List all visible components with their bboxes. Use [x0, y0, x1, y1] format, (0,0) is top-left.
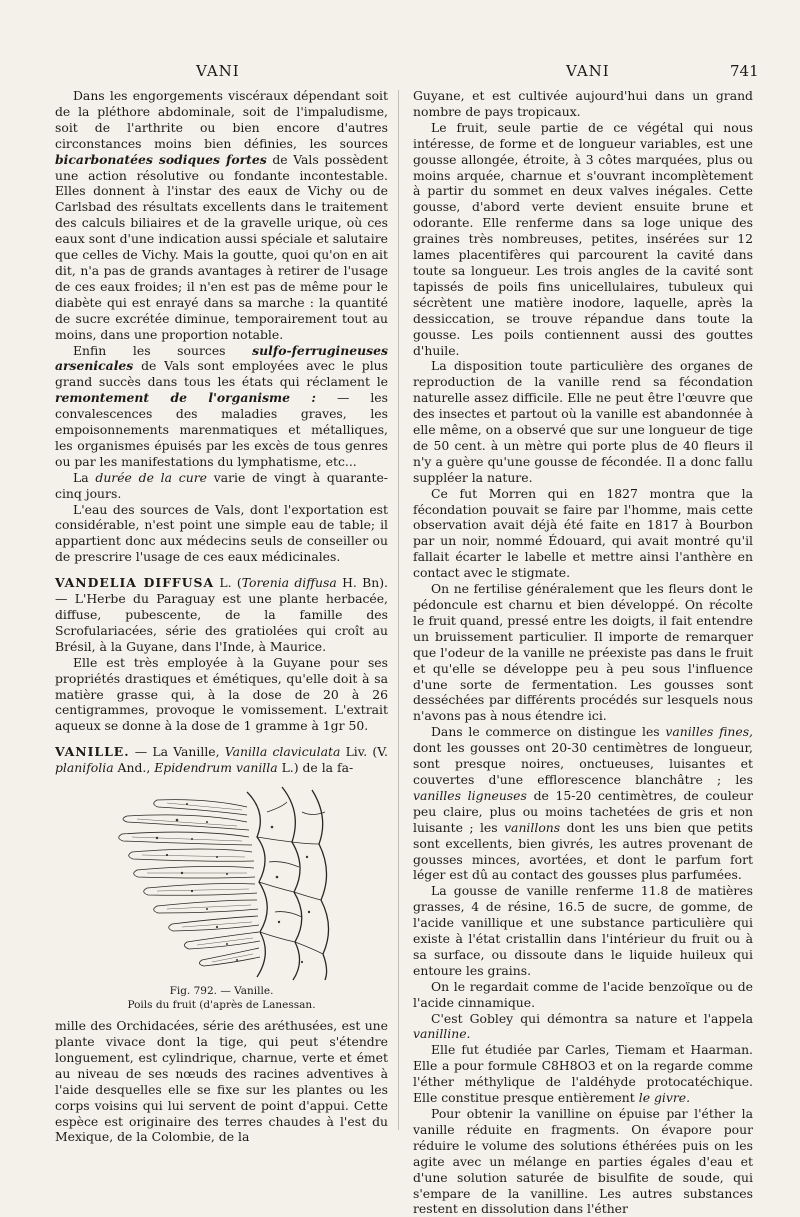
- paragraph: Elle est très employée à la Guyane pour ses propriétés drastiques et émétiques, qu'elle doit à sa matière grasse qui, à la dose de 20 à 26 centigrammes, provoque le vomissement. L'extrait aqueux se donne à la dose de 1 gramme à 1gr 50.: [55, 654, 388, 734]
- paragraph: La disposition toute particulière des organes de reproduction de la vanille rend sa fécondation naturelle assez difficile. Elle ne peut être l'œuvre que des insectes et partout où la vanille est abandonnée à elle même, on a observé que sur une longueur de tige de 50 cent. à un mètre qui porte plus de 40 fleurs il n'y a guère qu'une gousse de fécondée. Il a donc fallu suppléer la nature.: [413, 358, 753, 485]
- paragraph: Pour obtenir la vanilline on épuise par l'éther la vanille réduite en fragments. On évapore pour réduire le volume des solutions éthérées puis on les agite avec un mélange en parties égales d'eau et d'une solution saturée de bisulfite de soude, qui s'empare de la vanilline. Les autres substances restent en dissolution dans l'éther: [413, 1106, 753, 1217]
- paragraph: Ce fut Morren qui en 1827 montra que la fécondation pouvait se faire par l'homme, mais cette observation avait déjà été faite en 1817 à Bourbon par un noir, nommé Édouard, qui avait montré qu'il fallait écarter le labelle et mettre ainsi l'anthère en contact avec le stigmate.: [413, 485, 753, 581]
- paragraph: mille des Orchidacées, série des aréthusées, est une plante vivace dont la tige, qui peut s'étendre longuement, est cylindrique, charnue, verte et émet au niveau de ses nœuds des racines adventives à l'aide desquelles elle se fixe sur les plantes ou les corps voisins qui lui servent de point d'appui. Cette espèce est originaire des terres chaudes à l'est du Mexique, de la Colombie, de la: [55, 1018, 388, 1145]
- paragraph: L'eau des sources de Vals, dont l'exportation est considérable, n'est point une simple eau de table; il appartient donc aux médecins seuls de conseiller ou de prescrire l'usage de ces eaux médicinales.: [55, 501, 388, 565]
- running-header: [0, 62, 800, 86]
- paragraph: Le fruit, seule partie de ce végétal qui nous intéresse, de forme et de longueur variables, est une gousse allongée, étroite, à 3 côtes marquées, plus ou moins arquée, charnue et s'ouvrant incomplètement à partir du sommet en deux valves inégales. Cette gousse, d'abord verte devient ensuite brune et odorante. Elle renferme dans sa loge unique des graines très nombreuses, petites, insérées sur 12 lames placentifères qui parcourent la cavité dans toute sa longueur. Les trois angles de la cavité sont tapissés de poils fins unicellulaires, tubuleux qui sécrètent une matière inodore, laquelle, après la dessiccation, se trouve répandue dans toute la gousse. Les poils contiennent aussi des gouttes d'huile.: [413, 119, 753, 358]
- figure-subcaption: Poils du fruit (d'après de Lanessan.: [127, 999, 316, 1012]
- paragraph: Enfin les sources sulfo-ferrugineuses arsenicales de Vals sont employées avec le plus grand succès dans tous les états qui réclament le remontement de l'organisme : — les convalescences des maladies graves, les empoisonnements marenmatiques et métalliques, les organismes épuisés par les excès de tous genres ou par les manifestations du lymphatisme, etc...: [55, 342, 388, 469]
- paragraph: On le regardait comme de l'acide benzoïque ou de l'acide cinnamique.: [413, 978, 753, 1010]
- vanilla-hairs-illustration: [97, 782, 347, 982]
- paragraph: Elle fut étudiée par Carles, Tiemam et Haarman. Elle a pour formule C8H8O3 et on la regarde comme l'éther méthylique de l'aldéhyde protocatéchique. Elle constitue presque entièrement le givre.: [413, 1042, 753, 1106]
- header-left-title: VANI: [196, 62, 240, 80]
- right-column: [413, 88, 753, 1217]
- paragraph: C'est Gobley qui démontra sa nature et l'appela vanilline.: [413, 1010, 753, 1042]
- paragraph: La durée de la cure varie de vingt à quarante-cinq jours.: [55, 469, 388, 501]
- left-column: [55, 88, 388, 1145]
- entry-headword: VANILLE.: [55, 744, 130, 760]
- entry-vanille: VANILLE. — La Vanille, Vanilla claviculata Liv. (V. planifolia And., Epidendrum vanilla L.) de la fa-: [55, 744, 388, 776]
- column-divider: [398, 90, 399, 1130]
- entry-headword: VANDELIA DIFFUSA: [55, 575, 215, 591]
- entry-vandelia: VANDELIA DIFFUSA L. (Torenia diffusa H. Bn). — L'Herbe du Paraguay est une plante herbacée, diffuse, pubescente, de la famille des Scrofulariacées, série des gratiolées qui croît au Brésil, à la Guyane, dans l'Inde, à Maurice.: [55, 575, 388, 654]
- paragraph: Guyane, et est cultivée aujourd'hui dans un grand nombre de pays tropicaux.: [413, 88, 753, 119]
- paragraph: On ne fertilise généralement que les fleurs dont le pédoncule est charnu et bien développé. On récolte le fruit quand, pressé entre les doigts, il fait entendre un bruissement particulier. Il importe de remarquer que l'odeur de la vanille ne préexiste pas dans le fruit et qu'elle se développe peu à peu sous l'influence d'une sorte de fermentation. Les gousses sont desséchées par différents procédés sur lesquels nous n'avons pas à nous étendre ici.: [413, 581, 753, 724]
- figure-caption: Fig. 792. — Vanille.: [169, 985, 274, 998]
- page-number: 741: [730, 62, 759, 80]
- header-right-title: VANI: [566, 62, 610, 80]
- figure-792: [55, 782, 388, 1012]
- paragraph: Dans les engorgements viscéraux dépendant soit de la pléthore abdominale, soit de l'impaludisme, soit de l'arthrite ou bien encore d'autres circonstances moins bien définies, les sources bicarbonatées sodiques fortes de Vals possèdent une action résolutive ou fondante incontestable. Elles donnent à l'instar des eaux de Vichy ou de Carlsbad des résultats excellents dans le traitement des calculs biliaires et de la gravelle urique, où ces eaux sont d'une indication aussi spéciale et salutaire que celles de Vichy. Mais la goutte, quoi qu'on en ait dit, n'a pas de grands avantages à retirer de l'usage de ces eaux froides; il n'en est pas de même pour le diabète qui est enrayé dans sa marche : la quantité de sucre excrétée diminue, temporairement tout au moins, dans une proportion notable.: [55, 88, 388, 342]
- paragraph: La gousse de vanille renferme 11.8 de matières grasses, 4 de résine, 16.5 de sucre, de gomme, de l'acide vanillique et une substance particulière qui existe à l'état cristallin dans l'intérieur du fruit ou à sa surface, ou dissoute dans le liquide huileux qui entoure les grains.: [413, 883, 753, 978]
- paragraph: Dans le commerce on distingue les vanilles fines, dont les gousses ont 20-30 centimètres de longueur, sont presque noires, onctueuses, luisantes et couvertes d'une efflorescence blanchâtre ; les vanilles ligneuses de 15-20 centimètres, de couleur peu claire, plus ou moins tachetées de gris et non luisante ; les vanillons dont les uns bien que petits sont excellents, bien givrés, les autres provenant de gousses minces, avortées, et dont le parfum fort léger est dû au contact des gousses plus parfumées.: [413, 724, 753, 883]
